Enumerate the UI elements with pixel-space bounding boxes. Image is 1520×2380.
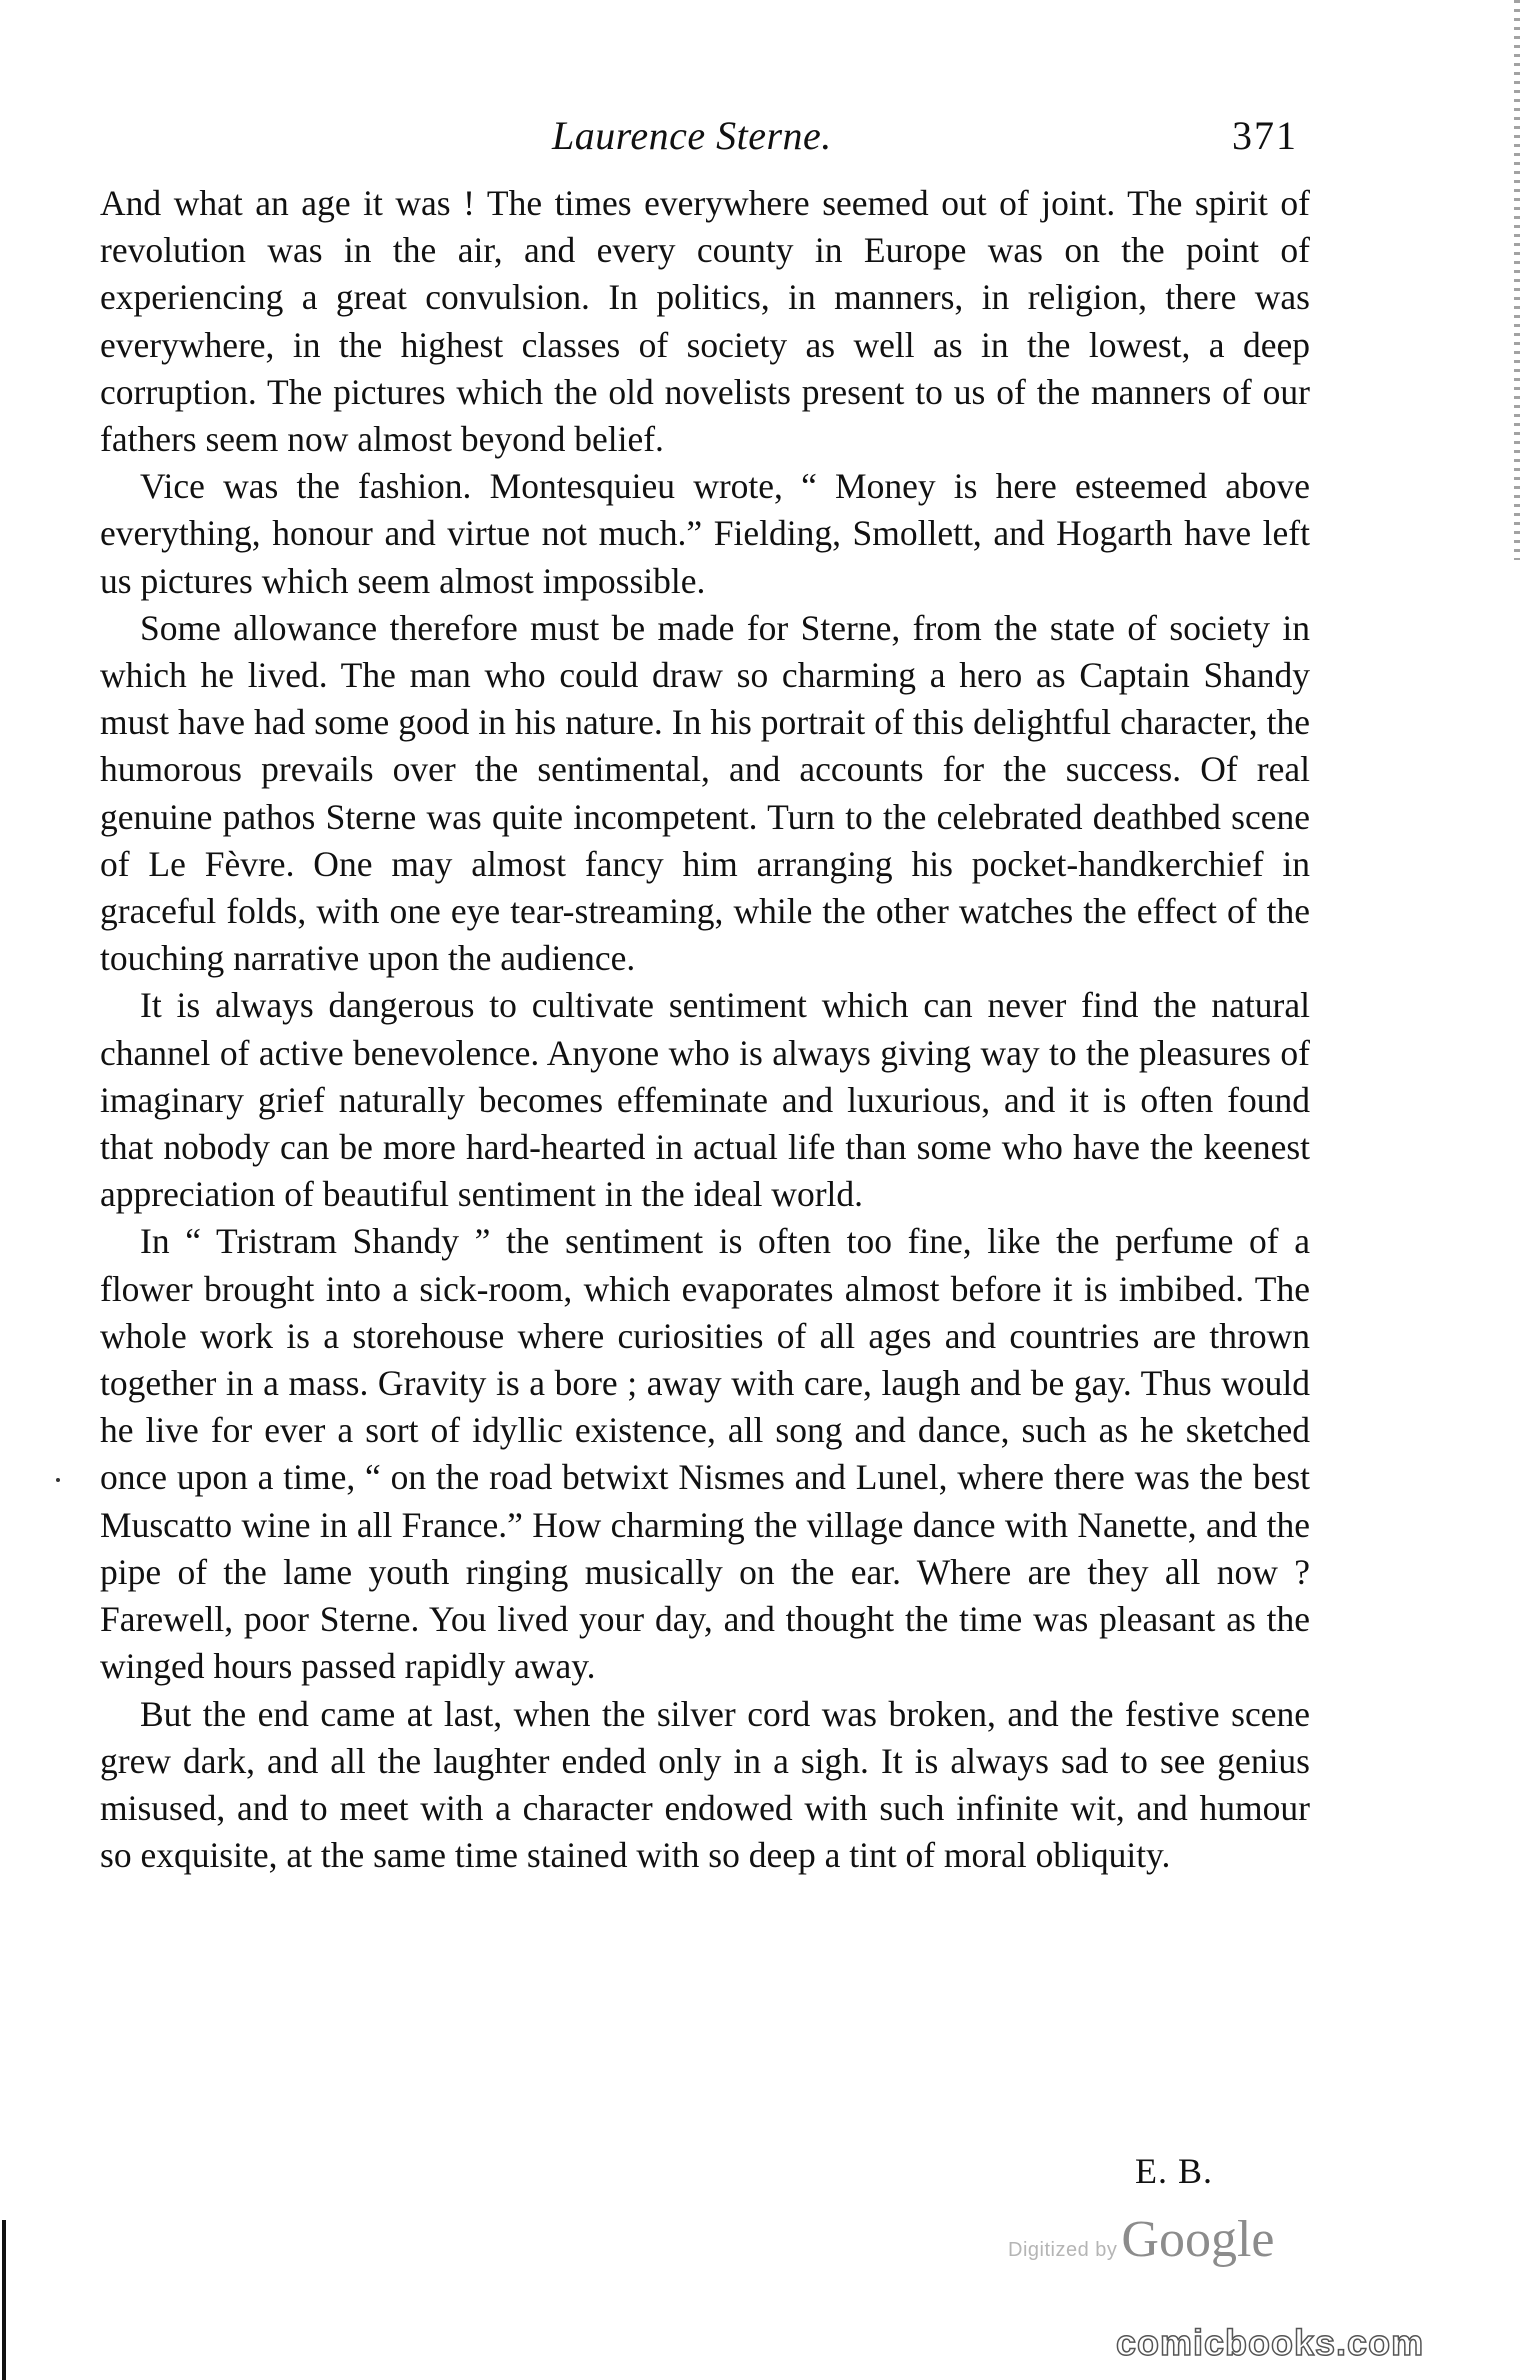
running-head bbox=[0, 112, 1520, 172]
scan-edge-mark bbox=[2, 2220, 6, 2380]
paragraph-5: In “ Tristram Shandy ” the sentiment is often too fine, like the perfume of a flower brought into a sick-room, which evaporates almost before it is imbibed. The whole work is a storehouse where curiosities of all ages and countries are thrown together in a mass. Gravity is a bore ; away with care, laugh and be gay. Thus would he live for ever a sort of idyllic existence, all song and dance, such as he sketched once upon a time, “ on the road betwixt Nismes and Lunel, where there was the best Muscatto wine in all France.” How charming the village dance with Nanette, and the pipe of the lame youth ringing musically on the ear. Where are they all now ? Farewell, poor Sterne. You lived your day, and thought the time was pleasant as the winged hours passed rapidly away. bbox=[100, 1221, 1310, 1687]
paragraph-3: Some allowance therefore must be made for Sterne, from the state of society in which he lived. The man who could draw so charming a hero as Captain Shandy must have had some good in his nature. In his portrait of this delightful character, the humorous prevails over the sentimental, and accounts for the success. Of real genuine pathos Sterne was quite incompetent. Turn to the celebrated deathbed scene of Le Fèvre. One may almost fancy him arranging his pocket-handkerchief in graceful folds, with one eye tear-streaming, while the other watches the effect of the touching narrative upon the audience. bbox=[100, 607, 1310, 979]
paragraph-1: And what an age it was ! The times everywhere seemed out of joint. The spirit of revolution was in the air, and every county in Europe was on the point of experiencing a great convulsion. In politics, in manners, in religion, there was everywhere, in the highest classes of society as well as in the lowest, a deep corruption. The pictures which the old novelists present to us of the manners of our fathers seem now almost beyond belief. bbox=[100, 183, 1310, 460]
site-watermark: comicbooks.com bbox=[1116, 2322, 1425, 2363]
scan-speck bbox=[56, 1478, 60, 1482]
author-signature: E. B. bbox=[1135, 2151, 1214, 2191]
scan-binding-edge bbox=[1514, 0, 1520, 560]
digitized-by-google-mark bbox=[1008, 2210, 1274, 2269]
google-wordmark: Google bbox=[1121, 2211, 1275, 2268]
paragraph-6: But the end came at last, when the silver cord was broken, and the festive scene grew dark, and all the laughter ended only in a sigh. It is always sad to see genius misused, and to meet with a character endowed with such infinite wit, and humour so exquisite, at the same time stained with so deep a tint of moral obliquity. bbox=[100, 1693, 1310, 1876]
body-text bbox=[100, 180, 1310, 1879]
paragraph-4: It is always dangerous to cultivate sentiment which can never find the natural channel of active benevolence. Anyone who is always giving way to the pleasures of imaginary grief naturally becomes effeminate and luxurious, and it is often found that nobody can be more hard-hearted in actual life than some who have the keenest appreciation of beautiful sentiment in the ideal world. bbox=[100, 985, 1310, 1215]
paragraph-2: Vice was the fashion. Montesquieu wrote, “ Money is here esteemed above everything, honour and virtue not much.” Fielding, Smollett, and Hogarth have left us pictures which seem almost impossible. bbox=[100, 466, 1310, 601]
running-title: Laurence Sterne. bbox=[552, 113, 832, 158]
digitized-prefix: Digitized by bbox=[1008, 2239, 1118, 2261]
page-number: 371 bbox=[1232, 113, 1298, 158]
